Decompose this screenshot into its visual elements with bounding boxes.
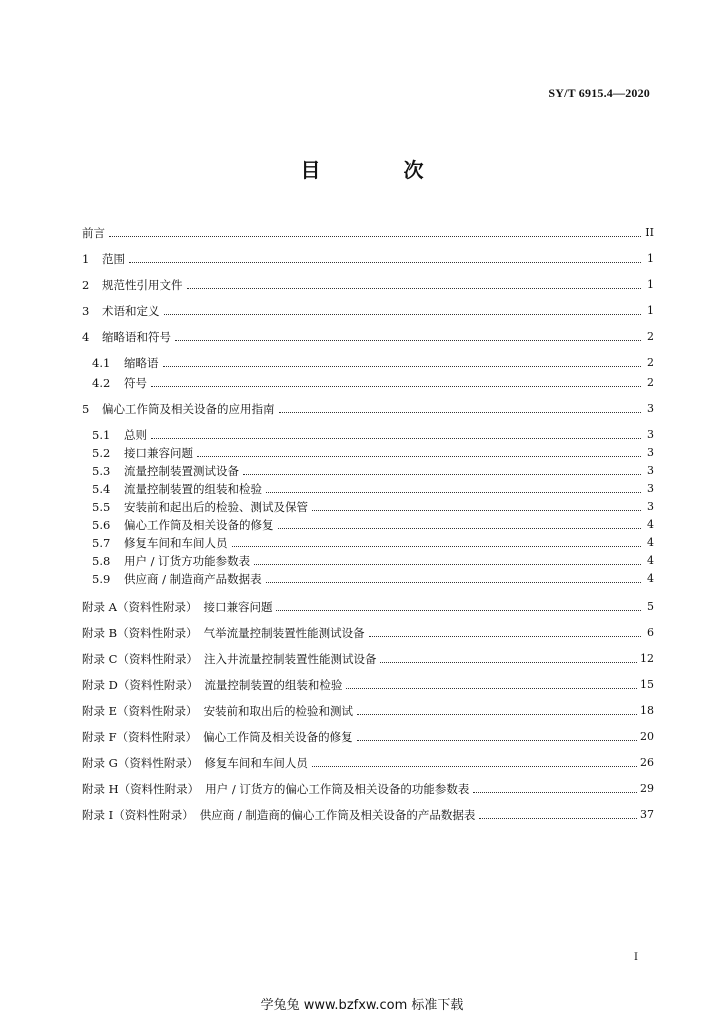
toc-entry-number: 附录 A（资料性附录） [82,600,198,614]
toc-entry[interactable] [82,326,654,344]
toc-entry-title: 用户 / 订货方功能参数表 [124,554,251,568]
toc-entry-number: 4.2 [92,376,111,390]
toc-entry-number: 2 [82,278,90,292]
toc-entry-page: 3 [647,500,654,513]
toc-leader-dots [473,791,637,793]
toc-entry[interactable] [82,778,654,796]
toc-entry-title: 流量控制装置的组装和检验 [124,482,262,496]
toc-entry[interactable] [82,752,654,770]
toc-entry-title: 缩略语 [124,356,159,370]
toc-entry[interactable] [92,496,654,514]
toc-leader-dots [357,713,637,715]
toc-leader-dots [243,473,641,475]
toc-leader-dots [369,635,641,637]
toc-entry-title: 供应商 / 制造商的偏心工作筒及相关设备的产品数据表 [199,808,476,822]
toc-entry-page: 1 [647,278,654,291]
toc-entry[interactable] [82,398,654,416]
toc-entry-title: 规范性引用文件 [102,278,183,292]
toc-leader-dots [151,385,641,387]
toc-entry[interactable] [92,550,654,568]
toc-entry-number: 5.9 [92,572,111,586]
toc-entry-number: 4.1 [92,356,111,370]
toc-entry-title: 安装前和起出后的检验、测试及保管 [124,500,308,514]
toc-leader-dots [380,661,637,663]
toc-leader-dots [266,491,641,493]
toc-entry-page: 2 [647,376,654,389]
toc-entry-number: 1 [82,252,90,266]
standard-code: SY/T 6915.4—2020 [548,86,650,100]
toc-entry[interactable] [82,274,654,292]
toc-leader-dots [187,287,642,289]
toc-leader-dots [312,765,637,767]
toc-entry-number: 附录 C（资料性附录） [82,652,198,666]
toc-entry-page: 15 [640,678,654,691]
toc-leader-dots [276,609,641,611]
toc-entry-page: 3 [647,446,654,459]
page-title: 目 次 [300,158,462,182]
toc-entry-number: 附录 H（资料性附录） [82,782,200,796]
toc-leader-dots [164,313,642,315]
toc-leader-dots [129,261,641,263]
toc-leader-dots [197,455,641,457]
toc-entry-number: 附录 G（资料性附录） [82,756,199,770]
toc-entry[interactable] [82,726,654,744]
toc-entry-title: 气举流量控制装置性能测试设备 [203,626,365,640]
toc-entry-title: 供应商 / 制造商产品数据表 [124,572,262,586]
toc-leader-dots [479,817,637,819]
toc-leader-dots [312,509,641,511]
toc-entry-title: 接口兼容问题 [203,600,273,614]
toc-entry-number: 附录 F（资料性附录） [82,730,198,744]
toc-entry-page: 29 [640,782,654,795]
toc-entry-page: 1 [647,304,654,317]
toc-entry[interactable] [82,222,654,240]
toc-entry[interactable] [92,352,654,370]
toc-entry-title: 符号 [124,376,147,390]
toc-entry[interactable] [92,478,654,496]
toc-entry-page: 4 [647,554,654,567]
toc-entry[interactable] [92,372,654,390]
toc-leader-dots [109,235,641,237]
toc-entry-number: 5.1 [92,428,111,442]
toc-entry-title: 偏心工作筒及相关设备的修复 [124,518,274,532]
toc-entry-page: 4 [647,572,654,585]
toc-entry-title: 偏心工作筒及相关设备的应用指南 [102,402,275,416]
toc-entry-title: 修复车间和车间人员 [204,756,308,770]
toc-entry[interactable] [82,804,654,822]
toc-entry-number: 附录 I（资料性附录） [82,808,194,822]
toc-entry-number: 5.8 [92,554,111,568]
toc-entry-title: 安装前和取出后的检验和测试 [203,704,354,718]
toc-entry-title: 接口兼容问题 [124,446,193,460]
toc-entry-number: 附录 B（资料性附录） [82,626,198,640]
toc-entry[interactable] [92,424,654,442]
toc-entry[interactable] [82,596,654,614]
toc-leader-dots [278,527,642,529]
toc-entry[interactable] [92,460,654,478]
toc-entry-page: 4 [647,536,654,549]
toc-entry[interactable] [82,300,654,318]
toc-entry[interactable] [82,700,654,718]
toc-entry-page: 3 [647,482,654,495]
toc-entry-title: 注入井流量控制装置性能测试设备 [203,652,377,666]
toc-entry-page: II [645,226,654,239]
toc-entry-page: 12 [640,652,654,665]
toc-entry-number: 3 [82,304,90,318]
toc-entry-number: 5 [82,402,90,416]
toc-entry-number: 附录 E（资料性附录） [82,704,198,718]
toc-entry-number: 5.3 [92,464,111,478]
watermark-text: 学兔兔 www.bzfxw.com 标准下载 [260,998,464,1013]
toc-entry-title: 流量控制装置测试设备 [124,464,239,478]
toc-entry-page: 26 [640,756,654,769]
toc-entry-title: 流量控制装置的组装和检验 [204,678,343,692]
toc-leader-dots [254,563,641,565]
toc-entry-title: 总则 [124,428,147,442]
toc-entry-number: 5.2 [92,446,111,460]
toc-entry-number: 5.6 [92,518,111,532]
toc-entry-title: 修复车间和车间人员 [124,536,228,550]
toc-leader-dots [232,545,642,547]
toc-entry-page: 3 [647,402,654,415]
toc-leader-dots [151,437,641,439]
toc-leader-dots [279,411,642,413]
toc-entry[interactable] [82,648,654,666]
toc-entry[interactable] [82,674,654,692]
toc-entry-page: 20 [640,730,654,743]
toc-entry-page: 37 [640,808,654,821]
toc-leader-dots [346,687,637,689]
toc-entry-number: 附录 D（资料性附录） [82,678,199,692]
toc-entry-number: 5.4 [92,482,111,496]
page-number: I [634,952,638,963]
toc-entry-page: 2 [647,356,654,369]
toc-entry[interactable] [92,568,654,586]
toc-entry-title: 术语和定义 [102,304,160,318]
toc-entry-page: 6 [647,626,654,639]
toc-entry-number: 5.5 [92,500,111,514]
toc-leader-dots [175,339,641,341]
toc-entry[interactable] [82,622,654,640]
toc-entry-page: 3 [647,464,654,477]
toc-entry[interactable] [82,248,654,266]
toc-entry-number: 5.7 [92,536,111,550]
toc-entry-page: 4 [647,518,654,531]
toc-leader-dots [266,581,641,583]
toc-entry-page: 18 [640,704,654,717]
toc-entry[interactable] [92,514,654,532]
toc-entry-title: 偏心工作筒及相关设备的修复 [203,730,353,744]
toc-leader-dots [163,365,642,367]
toc-entry-page: 2 [647,330,654,343]
toc-entry-title: 用户 / 订货方的偏心工作筒及相关设备的功能参数表 [205,782,470,796]
toc-entry-page: 5 [647,600,654,613]
toc-entry-title: 前言 [82,226,105,240]
toc-entry-page: 1 [647,252,654,265]
toc-leader-dots [357,739,637,741]
toc-entry-title: 范围 [102,252,125,266]
toc-entry-number: 4 [82,330,90,344]
toc-entry-title: 缩略语和符号 [102,330,171,344]
toc-entry[interactable] [92,532,654,550]
toc-entry-page: 3 [647,428,654,441]
toc-entry[interactable] [92,442,654,460]
